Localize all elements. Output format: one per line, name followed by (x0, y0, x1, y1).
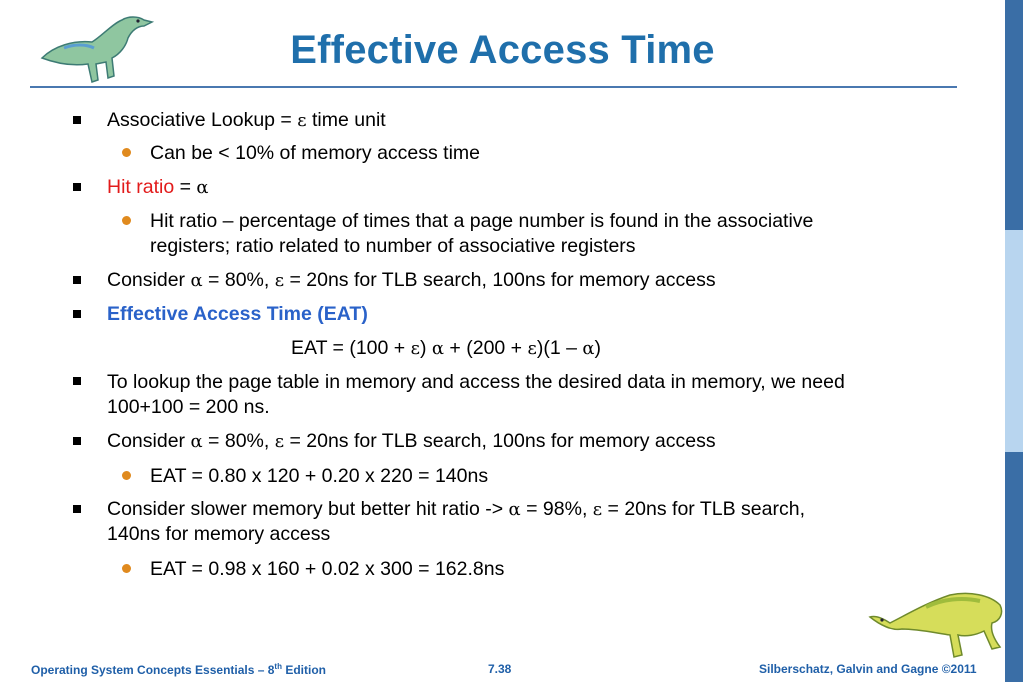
footer-text: Edition (281, 663, 326, 677)
bullet-lookup-line-2: 100+100 = 200 ns. (107, 396, 270, 418)
side-bar-bottom-segment (1005, 452, 1023, 682)
square-bullet-icon (73, 437, 81, 445)
square-bullet-icon (73, 505, 81, 513)
bullet-text: time unit (306, 109, 386, 131)
bullet-hit-ratio (107, 174, 209, 201)
square-bullet-icon (73, 183, 81, 191)
epsilon-symbol: ε (274, 270, 285, 291)
bullet-slower-memory-2: 140ns for memory access (107, 523, 331, 545)
bullet-text: = 20ns for TLB search, 100ns for memory access (284, 269, 716, 291)
dinosaur-logo-bottom (866, 585, 1006, 665)
footer-superscript: th (274, 662, 282, 671)
footer-page-number: 7.38 (488, 662, 512, 676)
bullet-text: = 80%, (202, 430, 275, 452)
epsilon-symbol: ε (592, 499, 603, 520)
slide-title: Effective Access Time (290, 28, 715, 72)
alpha-symbol: α (582, 338, 595, 359)
bullet-eat-heading: Effective Access Time (EAT) (107, 303, 368, 325)
side-bar-top-segment (1005, 0, 1023, 230)
alpha-symbol: α (190, 431, 203, 452)
round-bullet-icon (122, 148, 131, 157)
square-bullet-icon (73, 377, 81, 385)
bullet-text: Consider (107, 430, 191, 452)
side-decoration-bar (1005, 0, 1023, 682)
round-bullet-icon (122, 471, 131, 480)
round-bullet-icon (122, 564, 131, 573)
bullet-text: = (174, 176, 197, 198)
eat-formula (291, 335, 601, 362)
subbullet-hit-ratio-def-1: Hit ratio – percentage of times that a page number is found in the associative (150, 210, 814, 232)
epsilon-symbol: ε (410, 338, 420, 359)
formula-text: ) (594, 337, 601, 359)
formula-text: EAT = (100 + (291, 337, 411, 359)
bullet-text: Associative Lookup = (107, 109, 298, 131)
bullet-text: = 20ns for TLB search, (602, 498, 805, 520)
alpha-symbol: α (508, 499, 521, 520)
bullet-lookup-line-1: To lookup the page table in memory and access the desired data in memory, we need (107, 371, 845, 393)
bullet-consider-2 (107, 428, 716, 455)
footer-book-title (31, 662, 326, 677)
square-bullet-icon (73, 310, 81, 318)
square-bullet-icon (73, 276, 81, 284)
subbullet-eat-162: EAT = 0.98 x 160 + 0.02 x 300 = 162.8ns (150, 558, 505, 580)
footer-authors: Silberschatz, Galvin and Gagne ©2011 (759, 662, 977, 676)
epsilon-symbol: ε (527, 338, 537, 359)
formula-text: ) (419, 337, 432, 359)
bullet-consider-1 (107, 267, 716, 294)
epsilon-symbol: ε (274, 431, 285, 452)
subbullet-eat-140: EAT = 0.80 x 120 + 0.20 x 220 = 140ns (150, 465, 489, 487)
bullet-associative-lookup (107, 107, 386, 134)
alpha-symbol: α (431, 338, 445, 359)
bullet-text: Consider (107, 269, 191, 291)
epsilon-symbol: ε (297, 110, 307, 131)
bullet-text: Consider slower memory but better hit ratio -> (107, 498, 509, 520)
footer-text: Operating System Concepts Essentials – 8 (31, 663, 275, 677)
square-bullet-icon (73, 116, 81, 124)
bullet-text: = 80%, (202, 269, 275, 291)
side-bar-middle-segment (1005, 230, 1023, 452)
bullet-slower-memory-1 (107, 496, 805, 523)
hit-ratio-label: Hit ratio (107, 176, 175, 198)
alpha-symbol: α (190, 270, 203, 291)
formula-text: + (200 + (444, 337, 528, 359)
formula-text: )(1 – (536, 337, 583, 359)
round-bullet-icon (122, 216, 131, 225)
bullet-text: = 20ns for TLB search, 100ns for memory access (284, 430, 716, 452)
subbullet-memory-access: Can be < 10% of memory access time (150, 142, 481, 164)
alpha-symbol: α (196, 177, 209, 198)
bullet-text: = 98%, (520, 498, 593, 520)
subbullet-hit-ratio-def-2: registers; ratio related to number of associative registers (150, 235, 636, 257)
